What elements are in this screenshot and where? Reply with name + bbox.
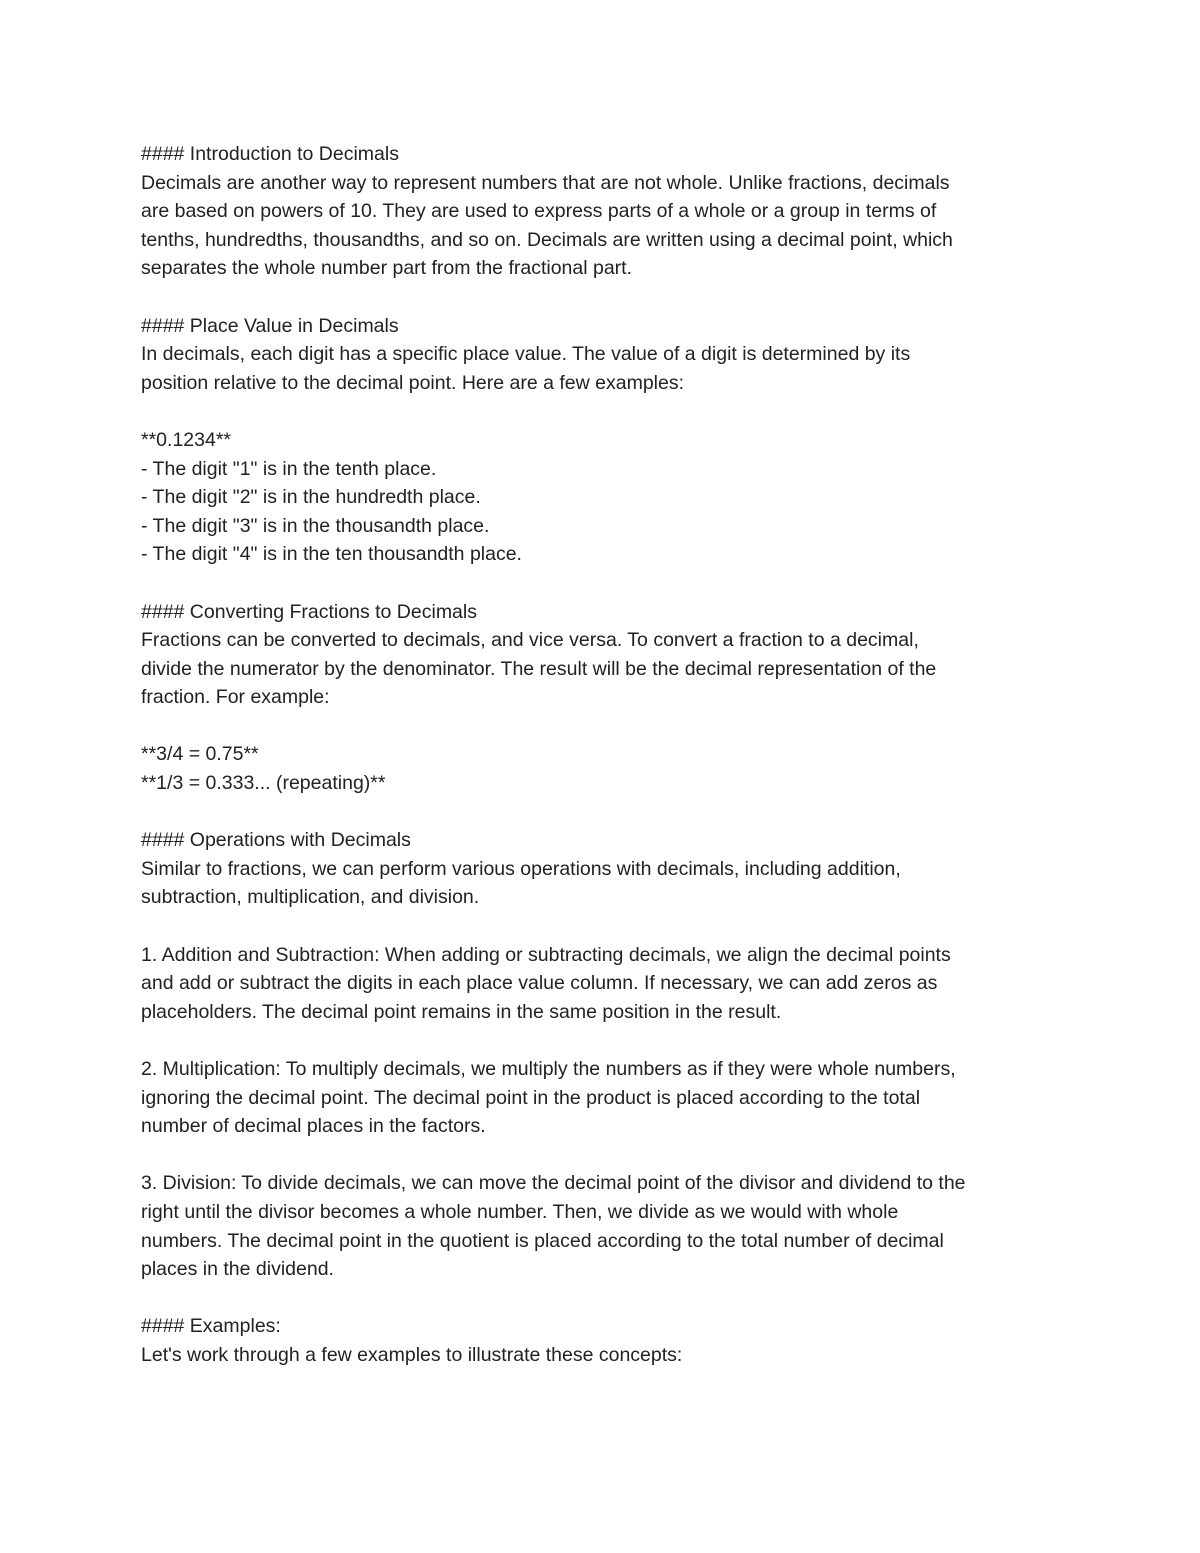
examples-line-1: Let's work through a few examples to illustrate these concepts: xyxy=(141,1343,683,1366)
paragraph-spacer xyxy=(141,712,1061,741)
section-heading-introduction: #### Introduction to Decimals xyxy=(141,143,399,165)
intro-line-1: Decimals are another way to represent numbers that are not whole. Unlike fractions, decimals xyxy=(141,171,950,194)
operation-addition-line: placeholders. The decimal point remains in the same position in the result. xyxy=(141,1000,782,1023)
document-body xyxy=(141,140,1061,1370)
converting-line-3: fraction. For example: xyxy=(141,686,330,709)
operations-line-1: Similar to fractions, we can perform various operations with decimals, including addition, xyxy=(141,857,901,880)
place-value-example-item: - The digit "1" is in the tenth place. xyxy=(141,457,437,480)
converting-line-2: divide the numerator by the denominator. The result will be the decimal representation of the xyxy=(141,657,937,680)
intro-line-4: separates the whole number part from the fractional part. xyxy=(141,257,633,280)
operation-multiplication-line: ignoring the decimal point. The decimal point in the product is placed according to the total xyxy=(141,1086,921,1109)
paragraph-spacer xyxy=(141,912,1061,941)
paragraph-spacer xyxy=(141,397,1061,426)
section-heading-place-value: #### Place Value in Decimals xyxy=(141,314,399,337)
section-heading-converting-fractions: #### Converting Fractions to Decimals xyxy=(141,600,477,623)
place-value-example-item: - The digit "2" is in the hundredth place. xyxy=(141,486,481,509)
operation-division-line: numbers. The decimal point in the quotient is placed according to the total number of decimal xyxy=(141,1229,944,1252)
paragraph-spacer xyxy=(141,569,1061,598)
operation-division-line: places in the dividend. xyxy=(141,1258,334,1281)
place-value-example-item: - The digit "4" is in the ten thousandth place. xyxy=(141,543,522,566)
operations-line-2: subtraction, multiplication, and division. xyxy=(141,886,480,909)
place-value-line-1: In decimals, each digit has a specific place value. The value of a digit is determined by its xyxy=(141,343,911,366)
place-value-line-2: position relative to the decimal point. Here are a few examples: xyxy=(141,371,685,394)
operation-multiplication-line: 2. Multiplication: To multiply decimals, we multiply the numbers as if they were whole numbers, xyxy=(141,1058,956,1080)
operation-addition-line: 1. Addition and Subtraction: When adding or subtracting decimals, we align the decimal points xyxy=(141,943,951,966)
operation-addition-line: and add or subtract the digits in each place value column. If necessary, we can add zeros as xyxy=(141,972,938,995)
paragraph-spacer xyxy=(141,1141,1061,1170)
place-value-example-item: - The digit "3" is in the thousandth place. xyxy=(141,514,490,537)
paragraph-spacer xyxy=(141,798,1061,827)
converting-line-1: Fractions can be converted to decimals, and vice versa. To convert a fraction to a decimal, xyxy=(141,629,919,652)
operation-multiplication-line: number of decimal places in the factors. xyxy=(141,1115,486,1138)
place-value-example-title: **0.1234** xyxy=(141,428,231,451)
paragraph-spacer xyxy=(141,283,1061,312)
conversion-example: **1/3 = 0.333... (repeating)** xyxy=(141,772,386,795)
intro-line-3: tenths, hundredths, thousandths, and so on. Decimals are written using a decimal point, which xyxy=(141,228,953,251)
section-heading-examples: #### Examples: xyxy=(141,1315,281,1338)
conversion-example: **3/4 = 0.75** xyxy=(141,743,259,766)
paragraph-spacer xyxy=(141,1284,1061,1313)
operation-division-line: right until the divisor becomes a whole number. Then, we divide as we would with whole xyxy=(141,1200,899,1223)
operation-division-line: 3. Division: To divide decimals, we can move the decimal point of the divisor and dividend to the xyxy=(141,1172,966,1195)
section-heading-operations: #### Operations with Decimals xyxy=(141,829,411,852)
paragraph-spacer xyxy=(141,1026,1061,1055)
intro-line-2: are based on powers of 10. They are used to express parts of a whole or a group in terms of xyxy=(141,200,937,223)
